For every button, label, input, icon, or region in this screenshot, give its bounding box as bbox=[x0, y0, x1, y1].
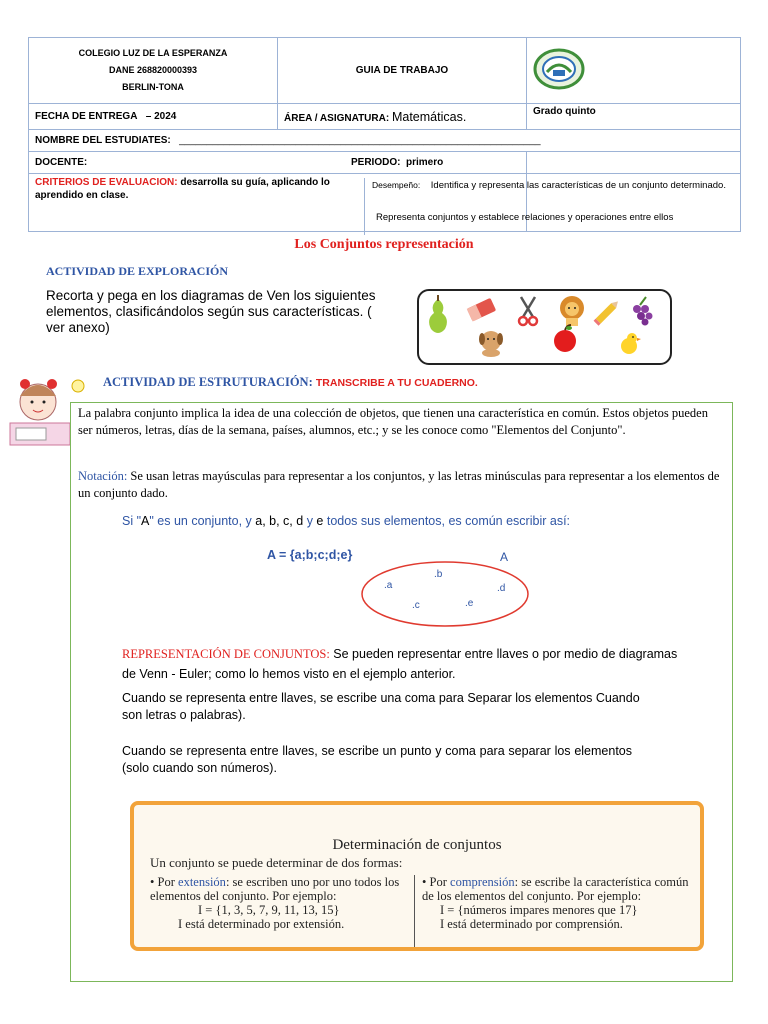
element-a: .a bbox=[384, 580, 393, 591]
determination-divider bbox=[414, 875, 415, 947]
teacher-row bbox=[29, 152, 527, 174]
comprehension-example: I = {números impares menores que 17} bbox=[440, 903, 638, 917]
area-subject: ÁREA / ASIGNATURA: Matemáticas. bbox=[278, 104, 527, 130]
eraser-icon bbox=[467, 298, 496, 322]
notation-paragraph: Notación: Se usan letras mayúsculas para representar a los conjuntos, y las letras minúsculas para representar a los elementos de un conjunto dado. bbox=[78, 469, 720, 500]
determination-box bbox=[130, 801, 704, 951]
performance-divider bbox=[364, 178, 365, 235]
performance-text: Desempeño: Identifica y representa las características de un conjunto determinado. bbox=[372, 180, 726, 191]
comprehension-item: • Por comprensión: se escribe la característica común de los elementos del conjunto. Por ejemplo: I = {números impares menores que 17} I está determinado por comprensión. bbox=[422, 875, 692, 931]
dane-code: DANE 268820000393 bbox=[108, 64, 198, 75]
logo-cell bbox=[527, 38, 741, 104]
element-e: .e bbox=[465, 598, 474, 609]
set-notation: A = {a;b;c;d;e} bbox=[267, 548, 353, 562]
apple-icon bbox=[554, 325, 576, 352]
braces-numbers-paragraph: Cuando se representa entre llaves, se escribe un punto y coma para separar los elementos (solo cuando son números). bbox=[122, 744, 632, 775]
extension-note: I está determinado por extensión. bbox=[178, 917, 345, 931]
element-b: .b bbox=[434, 569, 443, 580]
structuring-heading: ACTIVIDAD DE ESTRUTURACIÓN: TRANSCRIBE A TU CUADERNO. bbox=[103, 375, 478, 389]
comprehension-note: I está determinado por comprensión. bbox=[440, 917, 623, 931]
extension-item: • Por extensión: se escriben uno por uno todos los elementos del conjunto. Por ejemplo: I = {1, 3, 5, 7, 9, 11, 13, 15} I está determinado por extensión. bbox=[150, 875, 412, 931]
criteria-label: CRITERIOS DE EVALUACION: bbox=[35, 177, 178, 188]
school-location: BERLIN-TONA bbox=[122, 82, 184, 93]
guide-title: GUIA DE TRABAJO bbox=[278, 38, 527, 104]
venn-ellipse bbox=[362, 562, 528, 626]
example-line: Si "A" es un conjunto, y a, b, c, d y e todos sus elementos, es común escribir así: bbox=[122, 514, 571, 528]
representation-paragraph: REPRESENTACIÓN DE CONJUNTOS: Se pueden representar entre llaves o por medio de diagramas de Venn - Euler; como lo hemos visto en el ejemplo anterior. bbox=[122, 647, 678, 681]
determination-subtitle: Un conjunto se puede determinar de dos formas: bbox=[150, 855, 403, 870]
dog-icon bbox=[479, 331, 503, 357]
exploration-text: Recorta y pega en los diagramas de Ven los siguientes elementos, clasificándolos según sus características. ( ver anexo) bbox=[46, 288, 376, 335]
school-name: COLEGIO LUZ DE LA ESPERANZA bbox=[78, 47, 228, 58]
objects-box bbox=[417, 289, 672, 365]
empty-cell bbox=[527, 152, 741, 174]
school-info bbox=[29, 38, 278, 104]
exploration-heading: ACTIVIDAD DE EXPLORACIÓN bbox=[46, 264, 229, 278]
pear-icon bbox=[429, 295, 447, 333]
determination-title: Determinación de conjuntos bbox=[332, 837, 502, 853]
extension-example: I = {1, 3, 5, 7, 9, 11, 13, 15} bbox=[198, 903, 340, 917]
school-shield-icon bbox=[533, 48, 585, 90]
element-d: .d bbox=[497, 583, 506, 594]
braces-letters-paragraph: Cuando se representa entre llaves, se escribe una coma para Separar los elementos Cuando son letras o palabras). bbox=[122, 691, 640, 722]
delivery-date: FECHA DE ENTREGA – 2024 bbox=[29, 104, 278, 130]
period: PERIODO: primero bbox=[351, 157, 444, 168]
element-c: .c bbox=[412, 600, 420, 611]
intro-paragraph: La palabra conjunto implica la idea de una colección de objetos, que tienen una característica en común. Estos objetos pueden ser números, letras, días de la semana, países, alumnos, etc.; y se les conoce como "Elementos del Conjunto". bbox=[78, 406, 708, 437]
grade: Grado quinto bbox=[527, 104, 741, 130]
performance-text-2: Representa conjuntos y establece relaciones y operaciones entre ellos bbox=[376, 212, 674, 223]
structuring-instruction: TRANSCRIBE A TU CUADERNO. bbox=[315, 377, 478, 389]
grapes-icon bbox=[633, 297, 653, 326]
student-name-row: NOMBRE DEL ESTUDIATES: _________________________________________________________________ bbox=[29, 130, 741, 152]
teacher-label: DOCENTE: bbox=[35, 157, 88, 168]
chick-icon bbox=[621, 333, 641, 354]
pencil-icon bbox=[594, 299, 621, 326]
lion-icon bbox=[560, 296, 584, 326]
criteria-text: desarrolla su guía, aplicando lo aprendido en clase. bbox=[35, 177, 330, 201]
venn-label: A bbox=[500, 550, 509, 564]
scissors-icon bbox=[519, 297, 537, 325]
page-title: Los Conjuntos representación bbox=[294, 237, 474, 252]
header-table bbox=[28, 37, 741, 232]
venn-diagram bbox=[360, 560, 532, 630]
